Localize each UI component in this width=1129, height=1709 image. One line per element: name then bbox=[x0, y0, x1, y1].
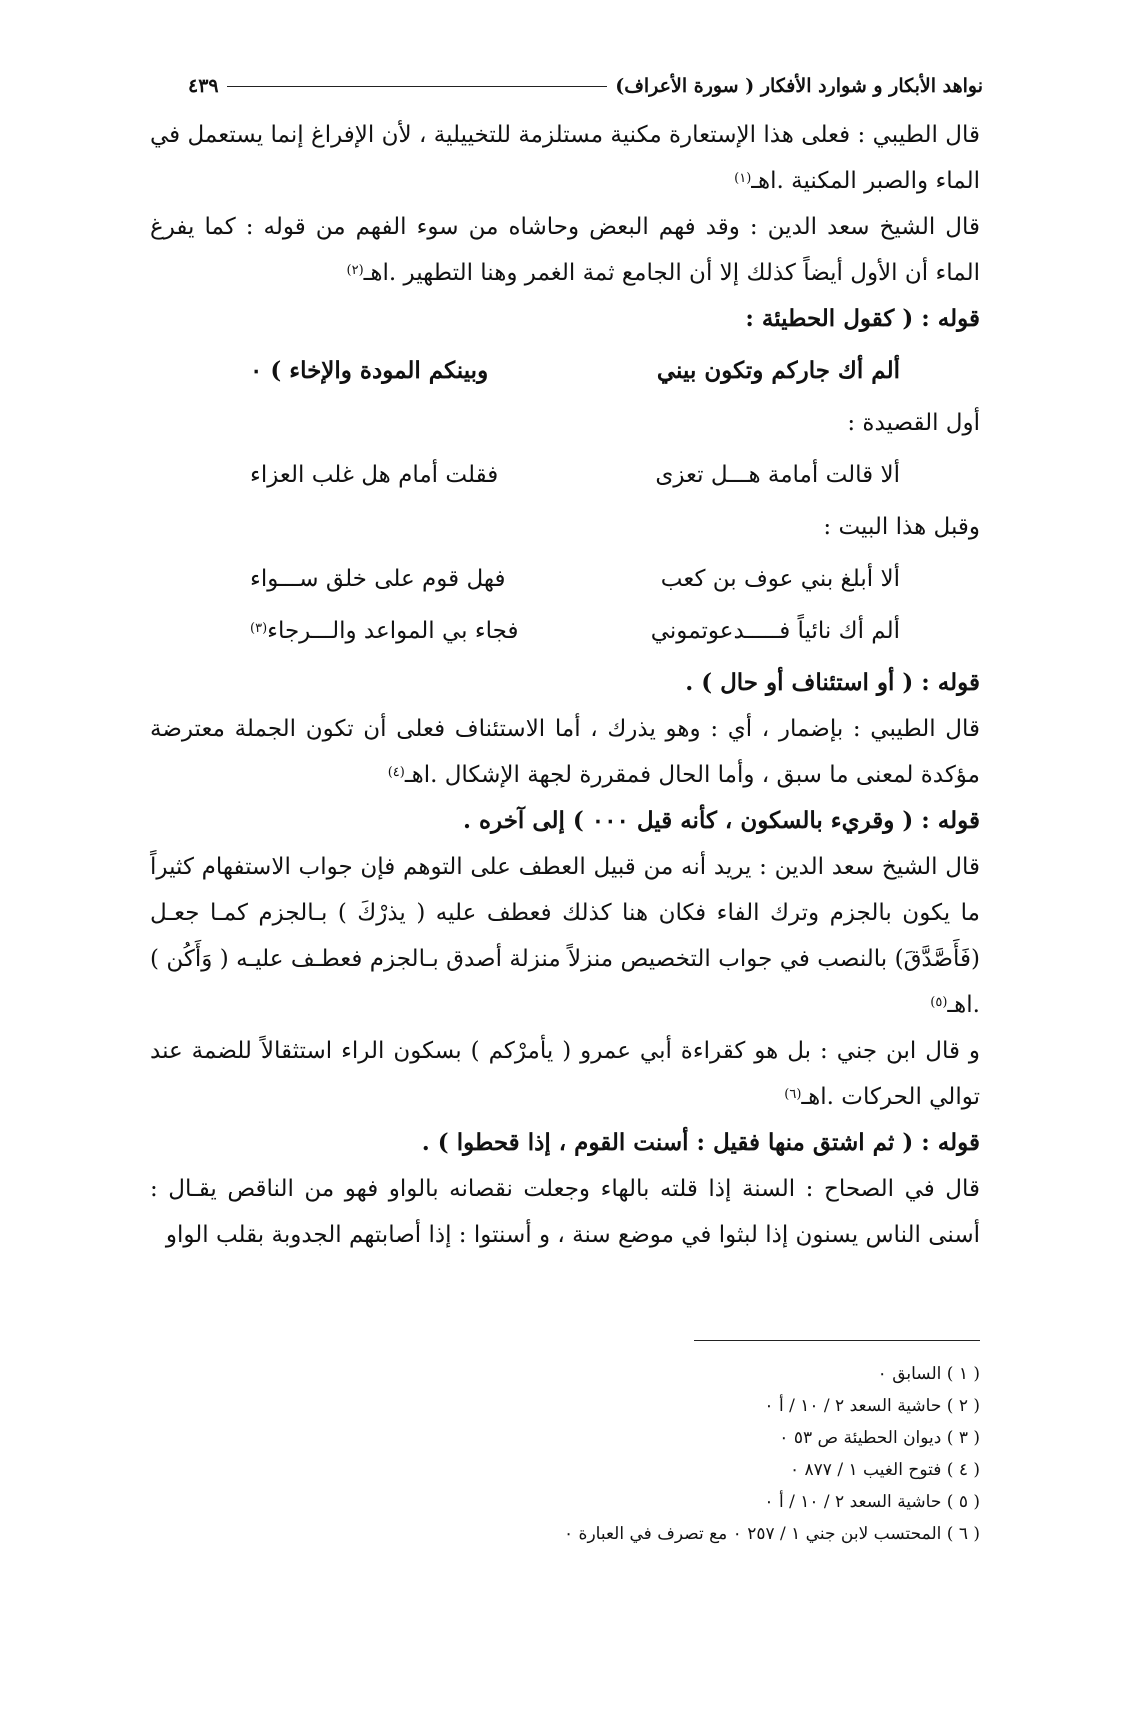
section-heading: قوله : ( ثم اشتق منها فقيل : أسنت القوم ، إذا قحطوا ) . bbox=[421, 1129, 980, 1156]
footnote: ( ١ ) السابق ٠ bbox=[877, 1364, 980, 1384]
paragraph: و قال ابن جني : بل هو كقراءة أبي عمرو ( يأمرْكم ) بسكون الراء استثقالاً للضمة عند توالي الحركات .اهـ$^{(٦)}$ bbox=[150, 1038, 980, 1110]
verse-line bbox=[150, 556, 980, 602]
verse-second-hemistich: فجاء بي المواعد والـــرجاء$^{(٣)}$ bbox=[250, 618, 519, 644]
section-heading: قوله : ( كقول الحطيئة : bbox=[745, 305, 980, 332]
running-title: نواهد الأبكار و شوارد الأفكار ( سورة الأعراف) bbox=[615, 75, 983, 97]
footnote-separator bbox=[694, 1340, 980, 1341]
verse-first-hemistich: ألم أك جاركم وتكون بيني bbox=[656, 357, 900, 384]
verse-second-hemistich: وبينكم المودة والإخاء ) ٠ bbox=[250, 357, 489, 384]
page-header bbox=[188, 70, 983, 102]
footnote: ( ٥ ) حاشية السعد ٢ / ١٠ / أ ٠ bbox=[764, 1492, 980, 1512]
verse-first-hemistich: ألا أبلغ بني عوف بن كعب bbox=[660, 566, 900, 592]
footnote: ( ٦ ) المحتسب لابن جني ١ / ٢٥٧ ٠ مع تصرف في العبارة ٠ bbox=[564, 1524, 980, 1544]
footnote-ref: (١) bbox=[734, 171, 752, 186]
paragraph: قال في الصحاح : السنة إذا قلته بالهاء وجعلت نقصانه بالواو فهو من الناقص يقـال : أسنى الناس يسنون إذا لبثوا في موضع سنة ، و أسنتوا : إذا أصابتهم الجدوبة بقلب الواو bbox=[150, 1176, 980, 1248]
paragraph: قال الشيخ سعد الدين : وقد فهم البعض وحاشاه من سوء الفهم من قوله : كما يفرغ الماء أن الأول أيضاً كذلك إلا أن الجامع ثمة الغمر وهنا التطهير .اهـ$^{(٢)}$ bbox=[150, 214, 980, 286]
section-heading: قوله : ( وقريء بالسكون ، كأنه قيل ٠٠٠ ) إلى آخره . bbox=[462, 807, 980, 834]
paragraph: قال الطيبي : بإضمار ، أي : وهو يذرك ، أما الاستئناف فعلى أن تكون الجملة معترضة مؤكدة لمعنى ما سبق ، وأما الحال فمقررة لجهة الإشكال .اهـ$^{(٤)}$ bbox=[150, 716, 980, 788]
paragraph: وقبل هذا البيت : bbox=[823, 514, 980, 540]
footnote-ref: (٢) bbox=[346, 263, 364, 278]
footnote-ref: (٥) bbox=[930, 995, 948, 1010]
footnote-ref: (٣) bbox=[250, 621, 268, 636]
verse-first-hemistich: ألا قالت أمامة هـــل تعزى bbox=[655, 462, 900, 488]
verse-line bbox=[150, 452, 980, 498]
footnote: ( ٢ ) حاشية السعد ٢ / ١٠ / أ ٠ bbox=[764, 1396, 980, 1416]
footnote-ref: (٦) bbox=[784, 1087, 802, 1102]
verse-first-hemistich: ألم أك نائياً فـــــدعوتموني bbox=[650, 618, 900, 644]
paragraph: أول القصيدة : bbox=[847, 410, 980, 436]
page-number: ٤٣٩ bbox=[188, 75, 219, 97]
verse-second-hemistich: فهل قوم على خلق ســـواء bbox=[250, 566, 506, 592]
main-text bbox=[150, 112, 980, 1258]
verse-second-hemistich: فقلت أمام هل غلب العزاء bbox=[250, 462, 499, 488]
section-heading: قوله : ( أو استئناف أو حال ) . bbox=[685, 669, 980, 696]
footnotes bbox=[400, 1358, 980, 1550]
footnote: ( ٣ ) ديوان الحطيئة ص ٥٣ ٠ bbox=[779, 1428, 980, 1448]
verse-line bbox=[150, 348, 980, 394]
verse-line bbox=[150, 608, 980, 654]
paragraph: قال الشيخ سعد الدين : يريد أنه من قبيل العطف على التوهم فإن جواب الاستفهام كثيراً ما يكون بالجزم وترك الفاء فكان هنا كذلك فعطف عليه ( يذرْكَ ) بـالجزم كمـا جعـل (فَأَصَّدَّقَ) بالنصب في جواب التخصيص منزلاً منزلة أصدق بـالجزم فعطـف عليـه ( وَأَكُن ) .اهـ$^{(٥)}$ bbox=[150, 854, 980, 1018]
footnote-ref: (٤) bbox=[387, 765, 405, 780]
header-rule bbox=[227, 86, 608, 87]
footnote: ( ٤ ) فتوح الغيب ١ / ٨٧٧ ٠ bbox=[789, 1460, 980, 1480]
paragraph: قال الطيبي : فعلى هذا الإستعارة مكنية مستلزمة للتخييلية ، لأن الإفراغ إنما يستعمل في الماء والصبر المكنية .اهـ$^{(١)}$ bbox=[150, 122, 980, 194]
